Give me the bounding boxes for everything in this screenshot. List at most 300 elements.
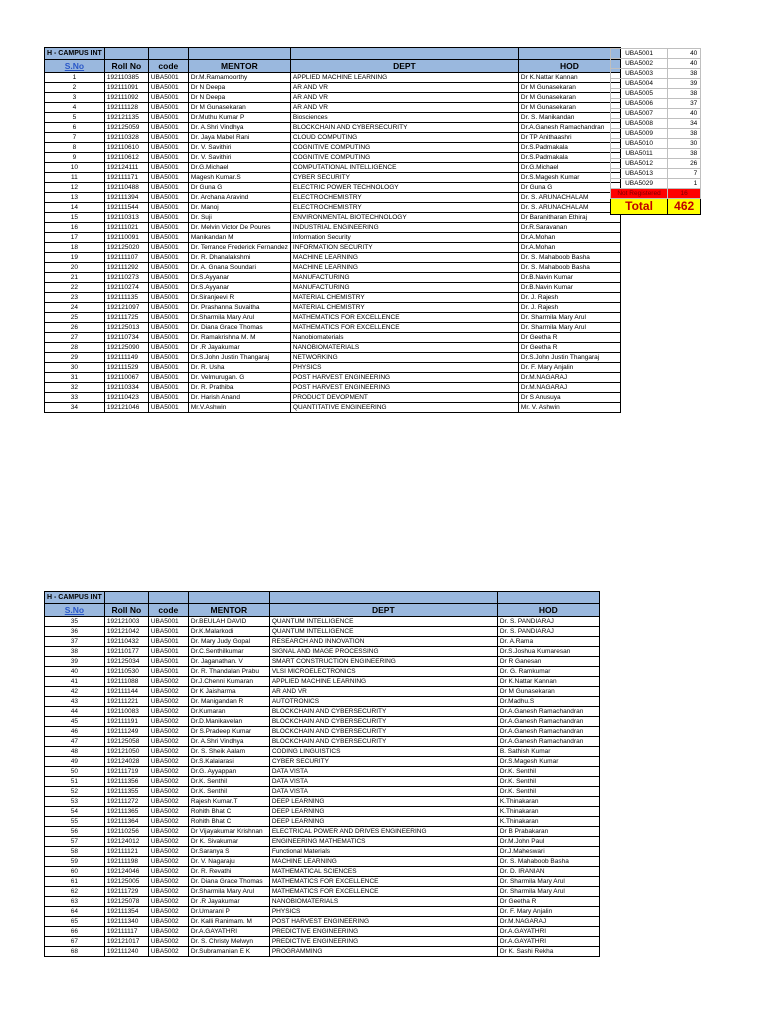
cell-mentor: Dr .R Jayakumar (188, 897, 269, 907)
cell-mentor: Dr.Siranjeevi R (188, 293, 290, 303)
cell-mentor: Dr. Ramakrishna M. M (188, 333, 290, 343)
cell-code: UBA5001 (148, 273, 188, 283)
cell-hod: Dr.A.GAYATHRI (497, 927, 599, 937)
cell-dept: VLSI MICROELECTRONICS (269, 667, 497, 677)
cell-sno: 43 (45, 697, 105, 707)
cell-code: UBA5002 (148, 897, 188, 907)
cell-dept: MACHINE LEARNING (290, 263, 518, 273)
cell-hod: Dr.S.Padmakala (518, 153, 620, 163)
cell-roll-no: 192124046 (104, 867, 148, 877)
cell-roll-no: 192111729 (104, 887, 148, 897)
summary-code: UBA5003 (611, 69, 668, 79)
cell-mentor: Dr. S. Sheik Aalam (188, 747, 269, 757)
cell-sno: 38 (45, 647, 105, 657)
cell-sno: 15 (45, 213, 105, 223)
cell-mentor: Dr.S.John Justin Thangaraj (188, 353, 290, 363)
cell-mentor: Dr S.Pradeep Kumar (188, 727, 269, 737)
table-row (45, 647, 600, 657)
cell-code: UBA5001 (148, 383, 188, 393)
cell-dept: AR AND VR (290, 83, 518, 93)
table-row (45, 787, 600, 797)
cell-roll-no: 192111529 (104, 363, 148, 373)
cell-dept: COGNITIVE COMPUTING (290, 143, 518, 153)
cell-roll-no: 192111198 (104, 857, 148, 867)
cell-sno: 47 (45, 737, 105, 747)
cell-code: UBA5002 (148, 677, 188, 687)
header-row (45, 604, 600, 617)
cell-code: UBA5001 (148, 393, 188, 403)
cell-dept: PRODUCT DEVOPMENT (290, 393, 518, 403)
cell-hod: Dr.R.Saravanan (518, 223, 620, 233)
cell-hod: Dr. Sharmila Mary Arul (497, 887, 599, 897)
cell-dept: NANOBIOMATERIALS (269, 897, 497, 907)
cell-mentor: Dr. A.Shri Vindhya (188, 123, 290, 133)
cell-hod: Dr. F. Mary Anjalin (497, 907, 599, 917)
cell-mentor: Dr.G. Ayyappan (188, 767, 269, 777)
cell-sno: 58 (45, 847, 105, 857)
cell-hod: Dr R Ganesan (497, 657, 599, 667)
cell-dept: AR AND VR (290, 103, 518, 113)
cell-code: UBA5001 (148, 193, 188, 203)
cell-dept: MATHEMATICAL SCIENCES (269, 867, 497, 877)
summary-code: UBA5011 (611, 149, 668, 159)
cell-mentor: Dr.Umarani P (188, 907, 269, 917)
cell-roll-no: 192110432 (104, 637, 148, 647)
table-row (45, 807, 600, 817)
cell-code: UBA5002 (148, 787, 188, 797)
cell-code: UBA5002 (148, 907, 188, 917)
cell-code: UBA5002 (148, 797, 188, 807)
cell-roll-no: 192111221 (104, 697, 148, 707)
cell-mentor: Dr.M.Ramamoorthy (188, 73, 290, 83)
cell-sno: 13 (45, 193, 105, 203)
cell-code: UBA5001 (148, 657, 188, 667)
header-row (45, 60, 621, 73)
cell-hod: Dr.M.John Paul (497, 837, 599, 847)
cell-dept: ELECTROCHEMISTRY (290, 203, 518, 213)
table-row (45, 73, 621, 83)
cell-mentor: Dr .R Jayakumar (188, 343, 290, 353)
cell-mentor: Rajesh Kumar.T (188, 797, 269, 807)
cell-code: UBA5001 (148, 103, 188, 113)
table-row (45, 657, 600, 667)
summary-count: 40 (668, 109, 701, 119)
cell-dept: RESEARCH AND INNOVATION (269, 637, 497, 647)
cell-mentor: Dr. R. Prathiba (188, 383, 290, 393)
cell-mentor: Magesh Kumar.S (188, 173, 290, 183)
cell-sno: 37 (45, 637, 105, 647)
cell-code: UBA5001 (148, 123, 188, 133)
cell-hod: Dr. S. Mahaboob Basha (497, 857, 599, 867)
summary-code: UBA5009 (611, 129, 668, 139)
table-row (45, 867, 600, 877)
cell-code: UBA5002 (148, 847, 188, 857)
cell-hod: Dr.A.Mohan (518, 233, 620, 243)
cell-sno: 59 (45, 857, 105, 867)
cell-code: UBA5001 (148, 343, 188, 353)
cell-roll-no: 192111092 (104, 93, 148, 103)
cell-sno: 5 (45, 113, 105, 123)
table-row (45, 687, 600, 697)
cell-code: UBA5002 (148, 837, 188, 847)
cell-roll-no: 192110274 (104, 283, 148, 293)
cell-dept: ELECTROCHEMISTRY (290, 193, 518, 203)
table-row (45, 203, 621, 213)
cell-dept: NETWORKING (290, 353, 518, 363)
summary-table (610, 48, 768, 215)
cell-hod: Dr. F. Mary Anjalin (518, 363, 620, 373)
cell-hod: Dr. D. IRANIAN (497, 867, 599, 877)
cell-code: UBA5001 (148, 73, 188, 83)
cell-code: UBA5002 (148, 947, 188, 957)
cell-roll-no: 192125058 (104, 737, 148, 747)
table-row (45, 333, 621, 343)
cell-hod: Dr.S.Joshua Kumaresan (497, 647, 599, 657)
cell-mentor: Dr. V. Savithiri (188, 143, 290, 153)
cell-roll-no: 192124028 (104, 757, 148, 767)
table-row (45, 617, 600, 627)
summary-row (611, 109, 768, 119)
cell-dept: Functional Materials (269, 847, 497, 857)
cell-dept: MATHEMATICS FOR EXCELLENCE (269, 887, 497, 897)
cell-roll-no: 192121003 (104, 617, 148, 627)
cell-roll-no: 192110273 (104, 273, 148, 283)
cell-roll-no: 192110067 (104, 373, 148, 383)
cell-hod: K.Thinakaran (497, 807, 599, 817)
table-row (45, 827, 600, 837)
cell-dept: Information Security (290, 233, 518, 243)
cell-mentor: Dr Guna G (188, 183, 290, 193)
cell-hod: Dr TP Anithaashri (518, 133, 620, 143)
cell-code: UBA5001 (148, 323, 188, 333)
cell-mentor: Dr.Sharmila Mary Arul (188, 313, 290, 323)
cell-mentor: Rohith Bhat C (188, 817, 269, 827)
summary-count: 40 (668, 59, 701, 69)
cell-dept: PREDICTIVE ENGINEERING (269, 937, 497, 947)
cell-code: UBA5002 (148, 867, 188, 877)
table-row (45, 737, 600, 747)
cell-code: UBA5002 (148, 827, 188, 837)
cell-code: UBA5001 (148, 173, 188, 183)
summary-code: UBA5006 (611, 99, 668, 109)
table-row (45, 143, 621, 153)
cell-hod: Dr.A.Ganesh Ramachandran (518, 123, 620, 133)
cell-roll-no: 192121050 (104, 747, 148, 757)
table-row (45, 897, 600, 907)
cell-sno: 45 (45, 717, 105, 727)
cell-mentor: Dr. Manigandan R (188, 697, 269, 707)
cell-code: UBA5001 (148, 263, 188, 273)
cell-code: UBA5001 (148, 627, 188, 637)
cell-roll-no: 192111394 (104, 193, 148, 203)
cell-hod: Dr. Sharmila Mary Arul (518, 313, 620, 323)
header-mentor: MENTOR (188, 604, 269, 617)
cell-dept: ELECTRICAL POWER AND DRIVES ENGINEERING (269, 827, 497, 837)
cell-sno: 39 (45, 657, 105, 667)
cell-hod: Dr. S. ARUNACHALAM (518, 203, 620, 213)
cell-dept: MANUFACTURING (290, 273, 518, 283)
cell-mentor: Dr.BEULAH DAVID (188, 617, 269, 627)
table-row (45, 153, 621, 163)
cell-code: UBA5002 (148, 757, 188, 767)
cell-hod: Dr M Gunasekaran (518, 93, 620, 103)
cell-hod: Dr.A.Ganesh Ramachandran (497, 717, 599, 727)
total-value: 462 (668, 199, 701, 215)
cell-mentor: Dr.Saranya S (188, 847, 269, 857)
cell-hod: Dr.A.Mohan (518, 243, 620, 253)
summary-count: 34 (668, 119, 701, 129)
table-row (45, 233, 621, 243)
cell-sno: 64 (45, 907, 105, 917)
cell-roll-no: 192111354 (104, 907, 148, 917)
cell-code: UBA5001 (148, 363, 188, 373)
table-row (45, 103, 621, 113)
cell-hod: Dr M Gunasekaran (497, 687, 599, 697)
summary-code: UBA5007 (611, 109, 668, 119)
cell-mentor: Dr.Kumaran (188, 707, 269, 717)
cell-sno: 12 (45, 183, 105, 193)
cell-hod: Dr K.Nattar Kannan (518, 73, 620, 83)
header-mentor: MENTOR (188, 60, 290, 73)
cell-sno: 24 (45, 303, 105, 313)
table-row (45, 777, 600, 787)
table-row (45, 937, 600, 947)
summary-row (611, 119, 768, 129)
summary-row (611, 59, 768, 69)
cell-mentor: Dr.J.Chenni Kumaran (188, 677, 269, 687)
table-row (45, 263, 621, 273)
cell-dept: QUANTUM INTELLIGENCE (269, 627, 497, 637)
cell-code: UBA5001 (148, 253, 188, 263)
cell-code: UBA5001 (148, 353, 188, 363)
header-sno[interactable]: S.No (45, 60, 105, 73)
cell-dept: SMART CONSTRUCTION ENGINEERING (269, 657, 497, 667)
cell-roll-no: 192110423 (104, 393, 148, 403)
table-row (45, 677, 600, 687)
header-roll-no: Roll No (104, 604, 148, 617)
table-row (45, 353, 621, 363)
summary-count: 1 (668, 179, 701, 189)
cell-sno: 9 (45, 153, 105, 163)
cell-code: UBA5001 (148, 303, 188, 313)
cell-mentor: Dr. R. Dhanalakshmi (188, 253, 290, 263)
cell-mentor: Dr. R. Thandalan Prabu (188, 667, 269, 677)
table-row (45, 213, 621, 223)
cell-code: UBA5001 (148, 163, 188, 173)
cell-mentor: Dr. Terrance Frederick Fernandez (188, 243, 290, 253)
cell-hod: Dr. J. Rajesh (518, 293, 620, 303)
cell-mentor: Dr. Kalli Ranimam. M (188, 917, 269, 927)
cell-hod: Dr. Sharmila Mary Arul (497, 877, 599, 887)
not-registered-row (611, 189, 768, 199)
summary-row (611, 69, 768, 79)
cell-sno: 21 (45, 273, 105, 283)
cell-code: UBA5001 (148, 203, 188, 213)
cell-code: UBA5001 (148, 233, 188, 243)
cell-roll-no: 192125034 (104, 657, 148, 667)
cell-sno: 68 (45, 947, 105, 957)
cell-hod: Dr.K. Senthil (497, 767, 599, 777)
table-row (45, 797, 600, 807)
cell-sno: 44 (45, 707, 105, 717)
cell-hod: Dr. J. Rajesh (518, 303, 620, 313)
summary-row (611, 129, 768, 139)
cell-code: UBA5002 (148, 887, 188, 897)
cell-dept: PHYSICS (290, 363, 518, 373)
cell-hod: Dr.S.Magesh Kumar (497, 757, 599, 767)
table-row (45, 253, 621, 263)
table-row (45, 343, 621, 353)
cell-roll-no: 192111144 (104, 687, 148, 697)
table-row (45, 837, 600, 847)
cell-code: UBA5001 (148, 373, 188, 383)
cell-dept: CODING LINGUISTICS (269, 747, 497, 757)
cell-code: UBA5001 (148, 283, 188, 293)
table-row (45, 927, 600, 937)
table-row (45, 323, 621, 333)
sheet-title: H - CAMPUS INT (45, 592, 105, 604)
cell-sno: 54 (45, 807, 105, 817)
not-registered-label: Not Registered (611, 189, 668, 199)
header-roll-no: Roll No (104, 60, 148, 73)
cell-dept: APPLIED MACHINE LEARNING (290, 73, 518, 83)
cell-mentor: Dr. S. Christy Melwyn (188, 937, 269, 947)
cell-code: UBA5002 (148, 937, 188, 947)
cell-dept: BLOCKCHAIN AND CYBERSECURITY (269, 717, 497, 727)
cell-mentor: Dr. Manoj (188, 203, 290, 213)
cell-hod: Dr K. Sashi Rekha (497, 947, 599, 957)
cell-roll-no: 192111365 (104, 807, 148, 817)
cell-dept: INFORMATION SECURITY (290, 243, 518, 253)
cell-mentor: Dr.Subramanian E K (188, 947, 269, 957)
cell-hod: Dr. S. Mahaboob Basha (518, 263, 620, 273)
table-row (45, 637, 600, 647)
cell-sno: 63 (45, 897, 105, 907)
table-row (45, 697, 600, 707)
summary-row (611, 49, 768, 59)
cell-hod: Dr.A.GAYATHRI (497, 937, 599, 947)
cell-sno: 48 (45, 747, 105, 757)
cell-dept: PHYSICS (269, 907, 497, 917)
cell-sno: 22 (45, 283, 105, 293)
cell-mentor: Dr. R. Usha (188, 363, 290, 373)
cell-code: UBA5002 (148, 707, 188, 717)
cell-dept: POST HARVEST ENGINEERING (290, 383, 518, 393)
cell-mentor: Dr. Suji (188, 213, 290, 223)
table-row (45, 403, 621, 413)
table-row (45, 707, 600, 717)
cell-sno: 34 (45, 403, 105, 413)
cell-mentor: Mr.V.Ashwin (188, 403, 290, 413)
cell-dept: CYBER SECURITY (269, 757, 497, 767)
cell-mentor: Dr K. Sivakumar (188, 837, 269, 847)
cell-sno: 52 (45, 787, 105, 797)
cell-mentor: Dr.S.Ayyanar (188, 273, 290, 283)
cell-sno: 53 (45, 797, 105, 807)
cell-mentor: Dr. Archana Aravind (188, 193, 290, 203)
cell-dept: NANOBIOMATERIALS (290, 343, 518, 353)
cell-sno: 18 (45, 243, 105, 253)
table-row (45, 887, 600, 897)
cell-roll-no: 192111117 (104, 927, 148, 937)
cell-roll-no: 192125020 (104, 243, 148, 253)
cell-sno: 26 (45, 323, 105, 333)
cell-roll-no: 192110256 (104, 827, 148, 837)
table-row (45, 123, 621, 133)
cell-roll-no: 192124012 (104, 837, 148, 847)
cell-sno: 65 (45, 917, 105, 927)
table-row (45, 847, 600, 857)
table-row (45, 393, 621, 403)
cell-mentor: Dr. Prashanna Suvaitha (188, 303, 290, 313)
cell-mentor: Dr.S.Ayyanar (188, 283, 290, 293)
summary-row (611, 149, 768, 159)
cell-sno: 31 (45, 373, 105, 383)
header-sno[interactable]: S.No (45, 604, 105, 617)
title-row (45, 48, 621, 60)
cell-code: UBA5002 (148, 917, 188, 927)
table-row (45, 767, 600, 777)
cell-dept: QUANTITATIVE ENGINEERING (290, 403, 518, 413)
cell-hod: Dr.A.Ganesh Ramachandran (497, 727, 599, 737)
cell-sno: 8 (45, 143, 105, 153)
title-row (45, 592, 600, 604)
table-row (45, 193, 621, 203)
cell-dept: DATA VISTA (269, 777, 497, 787)
cell-dept: DEEP LEARNING (269, 797, 497, 807)
cell-sno: 57 (45, 837, 105, 847)
cell-dept: CLOUD COMPUTING (290, 133, 518, 143)
cell-code: UBA5002 (148, 927, 188, 937)
cell-code: UBA5001 (148, 143, 188, 153)
table-row (45, 747, 600, 757)
cell-sno: 30 (45, 363, 105, 373)
cell-code: UBA5002 (148, 817, 188, 827)
sheet-title: H - CAMPUS INT (45, 48, 105, 60)
cell-sno: 10 (45, 163, 105, 173)
cell-roll-no: 192110313 (104, 213, 148, 223)
cell-hod: Dr B Prabakaran (497, 827, 599, 837)
cell-hod: Mr. V. Ashwin (518, 403, 620, 413)
cell-sno: 32 (45, 383, 105, 393)
cell-sno: 25 (45, 313, 105, 323)
table-row (45, 303, 621, 313)
cell-code: UBA5001 (148, 183, 188, 193)
cell-mentor: Dr. R. Revathi (188, 867, 269, 877)
cell-mentor: Dr. Velmurugan. G (188, 373, 290, 383)
cell-code: UBA5001 (148, 293, 188, 303)
cell-mentor: Dr.C.Senthilkumar (188, 647, 269, 657)
cell-hod: Dr. S. Manikandan (518, 113, 620, 123)
cell-dept: ELECTRIC POWER TECHNOLOGY (290, 183, 518, 193)
cell-code: UBA5002 (148, 857, 188, 867)
cell-sno: 55 (45, 817, 105, 827)
cell-roll-no: 192110091 (104, 233, 148, 243)
summary-code: UBA5012 (611, 159, 668, 169)
cell-sno: 41 (45, 677, 105, 687)
summary-code: UBA5013 (611, 169, 668, 179)
summary-code: UBA5005 (611, 89, 668, 99)
cell-roll-no: 192111135 (104, 293, 148, 303)
cell-roll-no: 192110083 (104, 707, 148, 717)
cell-roll-no: 192125059 (104, 123, 148, 133)
cell-code: UBA5001 (148, 243, 188, 253)
cell-mentor: Manikandan M (188, 233, 290, 243)
cell-code: UBA5001 (148, 333, 188, 343)
cell-code: UBA5001 (148, 313, 188, 323)
cell-dept: AUTOTRONICS (269, 697, 497, 707)
table-row (45, 113, 621, 123)
